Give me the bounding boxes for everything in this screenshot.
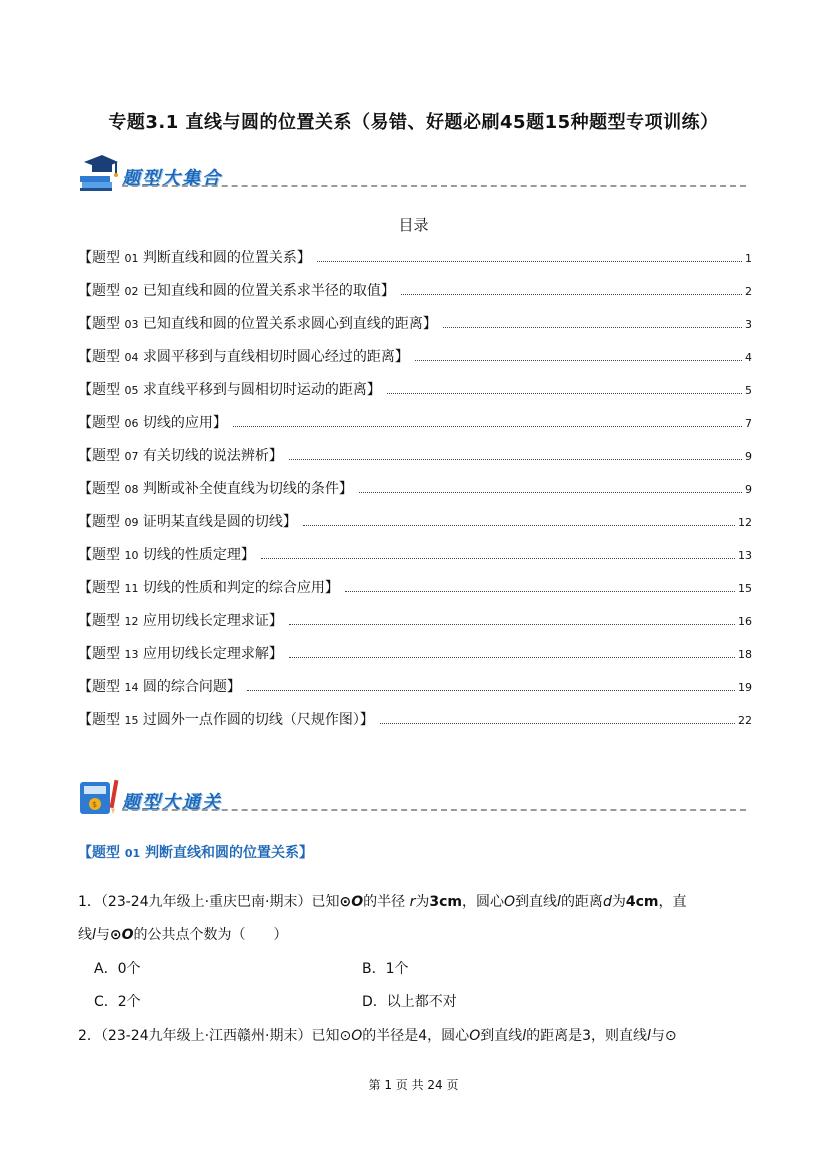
toc-item[interactable]: 【题型 12 应用切线长定理求证】 16 <box>78 613 752 629</box>
toc-page-number: 9 <box>745 483 752 496</box>
toc-leader-dots <box>233 425 742 427</box>
toc-leader-dots <box>289 458 742 460</box>
banner-question-collection <box>78 152 746 198</box>
document-title: 专题3.1 直线与圆的位置关系（易错、好题必刷45题15种题型专项训练） <box>108 112 719 133</box>
toc-page-number: 1 <box>745 252 752 265</box>
toc-item[interactable]: 【题型 09 证明某直线是圆的切线】 12 <box>78 514 752 530</box>
toc-item[interactable]: 【题型 05 求直线平移到与圆相切时运动的距离】 5 <box>78 382 752 398</box>
svg-text:$: $ <box>92 800 98 809</box>
toc-leader-dots <box>387 392 742 394</box>
option-a: A．0个 <box>94 961 141 977</box>
section-heading: 【题型 01 判断直线和圆的位置关系】 <box>78 845 314 861</box>
toc-page-number: 5 <box>745 384 752 397</box>
toc-item[interactable]: 【题型 13 应用切线长定理求解】 18 <box>78 646 752 662</box>
toc-page-number: 18 <box>738 648 752 661</box>
toc-page-number: 7 <box>745 417 752 430</box>
toc-leader-dots <box>380 722 735 724</box>
toc-item[interactable]: 【题型 03 已知直线和圆的位置关系求圆心到直线的距离】 3 <box>78 316 752 332</box>
toc-item[interactable]: 【题型 08 判断或补全使直线为切线的条件】 9 <box>78 481 752 497</box>
toc-item[interactable]: 【题型 15 过圆外一点作圆的切线（尺规作图）】 22 <box>78 712 752 728</box>
toc-leader-dots <box>247 689 735 691</box>
toc-page-number: 2 <box>745 285 752 298</box>
toc-page-number: 12 <box>738 516 752 529</box>
banner-title: 题型大集合 <box>122 168 222 189</box>
toc-item[interactable]: 【题型 14 圆的综合问题】 19 <box>78 679 752 695</box>
question-2: 2．（23-24九年级上·江西赣州·期末）已知⊙O的半径是4，圆心O到直线l的距离是3，则直线l与⊙ <box>78 1028 677 1044</box>
toc-leader-dots <box>345 590 735 592</box>
banner-divider <box>122 809 746 811</box>
option-d: D．以上都不对 <box>362 994 457 1010</box>
toc-item[interactable]: 【题型 11 切线的性质和判定的综合应用】 15 <box>78 580 752 596</box>
toc-item[interactable]: 【题型 10 切线的性质定理】 13 <box>78 547 752 563</box>
toc-item[interactable]: 【题型 06 切线的应用】 7 <box>78 415 752 431</box>
toc-item[interactable]: 【题型 04 求圆平移到与直线相切时圆心经过的距离】 4 <box>78 349 752 365</box>
toc-leader-dots <box>359 491 742 493</box>
toc-leader-dots <box>261 557 735 559</box>
toc-leader-dots <box>415 359 742 361</box>
toc-item[interactable]: 【题型 01 判断直线和圆的位置关系】 1 <box>78 250 752 266</box>
toc-page-number: 9 <box>745 450 752 463</box>
toc-leader-dots <box>317 260 742 262</box>
toc-heading: 目录 <box>398 216 429 234</box>
option-b: B．1个 <box>362 961 409 977</box>
toc-leader-dots <box>303 524 735 526</box>
toc-leader-dots <box>289 656 735 658</box>
toc-page-number: 3 <box>745 318 752 331</box>
banner-divider <box>122 185 746 187</box>
toc-leader-dots <box>401 293 742 295</box>
banner-title: 题型大通关 <box>122 792 222 813</box>
toc-page-number: 16 <box>738 615 752 628</box>
toc-page-number: 22 <box>738 714 752 727</box>
page-footer: 第 1 页 共 24 页 <box>368 1078 459 1092</box>
toc-page-number: 19 <box>738 681 752 694</box>
toc-item[interactable]: 【题型 02 已知直线和圆的位置关系求半径的取值】 2 <box>78 283 752 299</box>
toc-leader-dots <box>289 623 735 625</box>
toc-page-number: 15 <box>738 582 752 595</box>
toc-page-number: 4 <box>745 351 752 364</box>
toc-item[interactable]: 【题型 07 有关切线的说法辨析】 9 <box>78 448 752 464</box>
question-1: 1．（23-24九年级上·重庆巴南·期末）已知⊙O的半径 r为3cm，圆心O到直线l的距离d为4cm，直 线l与⊙O的公共点个数为（ ） A．0个 B．1个 C．2个 D．以上都不对 <box>78 894 687 1010</box>
table-of-contents <box>78 247 752 742</box>
calculator-icon <box>78 776 120 816</box>
graduation-books-icon <box>78 152 120 192</box>
banner-question-practice <box>78 776 746 822</box>
option-c: C．2个 <box>94 994 141 1010</box>
toc-page-number: 13 <box>738 549 752 562</box>
toc-leader-dots <box>443 326 742 328</box>
